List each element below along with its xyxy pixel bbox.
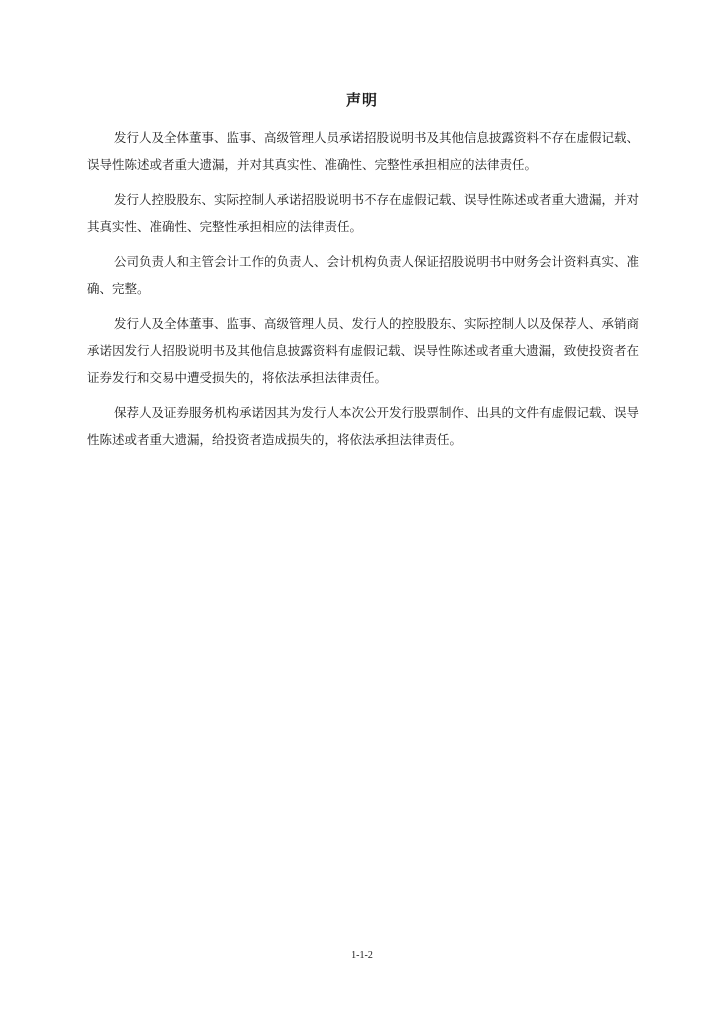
- paragraph-sponsor-commitment: 保荐人及证券服务机构承诺因其为发行人本次公开发行股票制作、出具的文件有虚假记载、误导性陈述或者重大遗漏，给投资者造成损失的，将依法承担法律责任。: [87, 405, 640, 447]
- paragraph-directors-commitment: 发行人及全体董事、监事、高级管理人员承诺招股说明书及其他信息披露资料不存在虚假记载、误导性陈述或者重大遗漏，并对其真实性、准确性、完整性承担相应的法律责任。: [87, 130, 640, 172]
- page-title: 声明: [345, 91, 378, 109]
- paragraph-joint-liability: 发行人及全体董事、监事、高级管理人员、发行人的控股股东、实际控制人以及保荐人、承销商承诺因发行人招股说明书及其他信息披露资料有虚假记载、误导性陈述或者重大遗漏，致使投资者在证券发行和交易中遭受损失的，将依法承担法律责任。: [87, 316, 640, 385]
- page-number: 1-1-2: [351, 950, 373, 961]
- declaration-body: [87, 124, 639, 461]
- paragraph-financial-data-guarantee: 公司负责人和主管会计工作的负责人、会计机构负责人保证招股说明书中财务会计资料真实、准确、完整。: [87, 254, 640, 296]
- paragraph-controlling-shareholder-commitment: 发行人控股股东、实际控制人承诺招股说明书不存在虚假记载、误导性陈述或者重大遗漏，并对其真实性、准确性、完整性承担相应的法律责任。: [87, 192, 640, 234]
